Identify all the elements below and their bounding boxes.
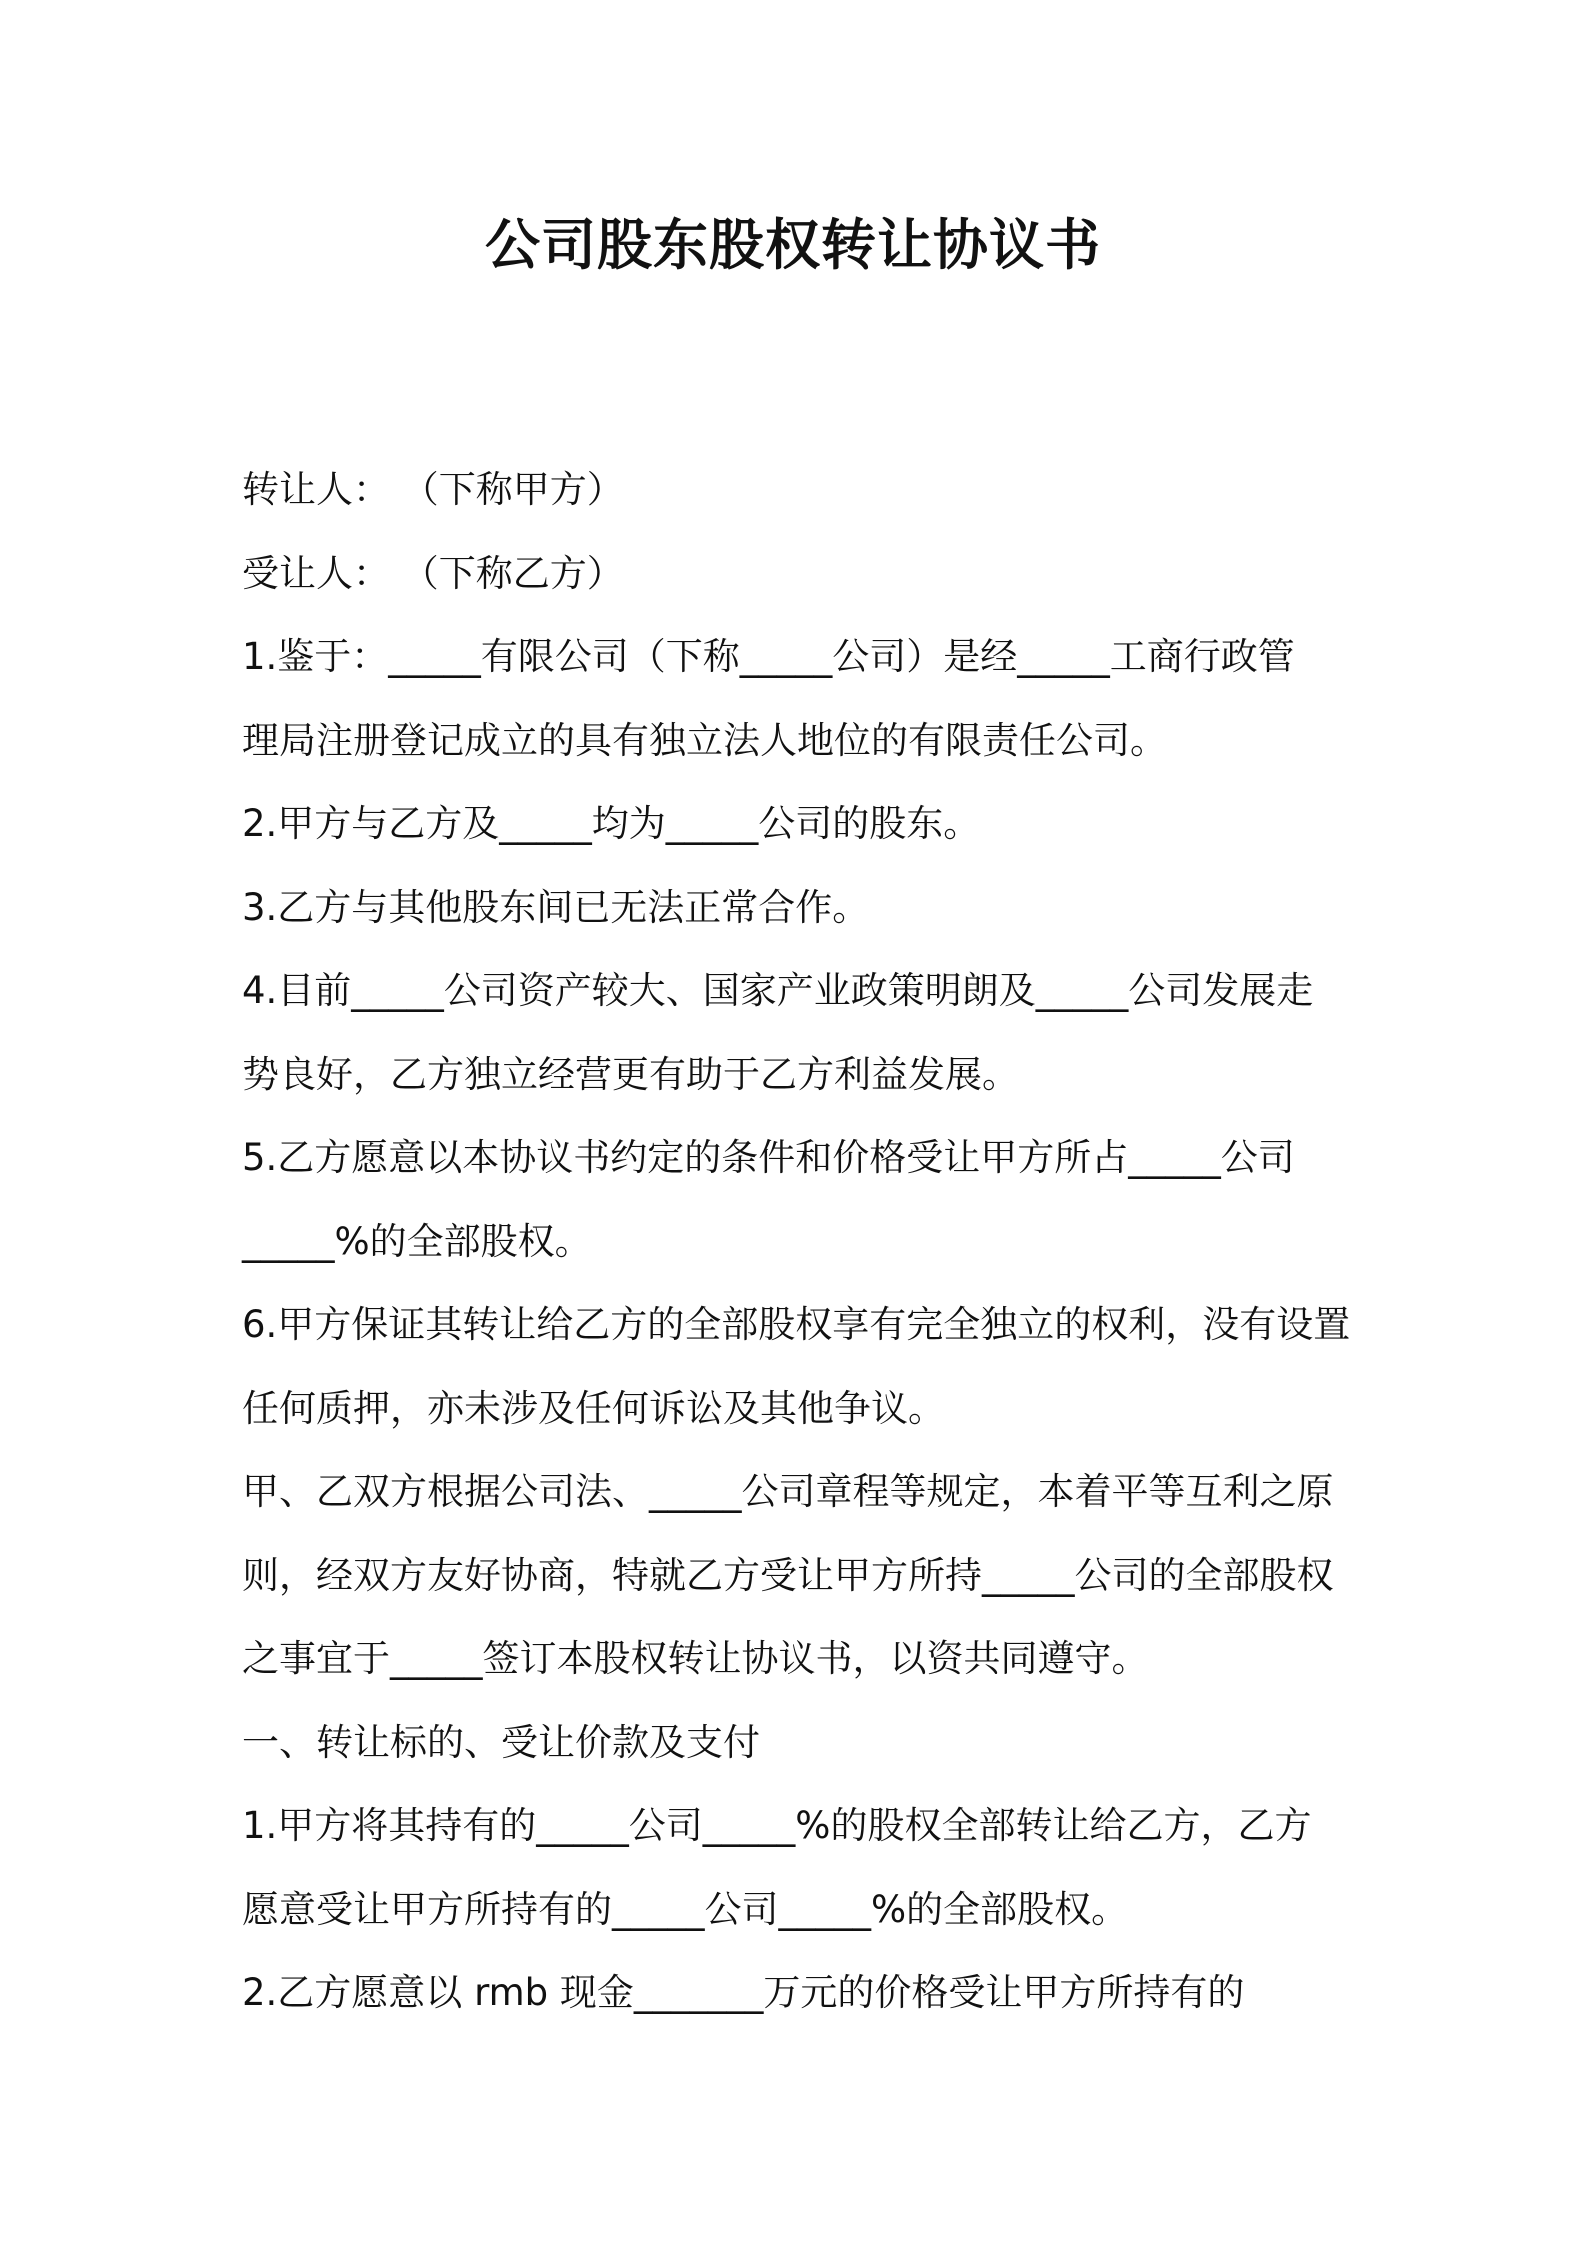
text-line: 之事宜于_____签订本股权转让协议书，以资共同遵守。 — [242, 1637, 1149, 1680]
text-line: 则，经双方友好协商，特就乙方受让甲方所持_____公司的全部股权 — [242, 1553, 1334, 1597]
text-line: 1.鉴于：_____有限公司（下称_____公司）是经_____工商行政管 — [242, 635, 1295, 678]
text-line: _____%的全部股权。 — [242, 1219, 592, 1263]
text-line: 4.目前_____公司资产较大、国家产业政策明朗及_____公司发展走 — [242, 969, 1314, 1012]
section-heading: 一、转让标的、受让价款及支付 — [242, 1720, 760, 1764]
document-body — [242, 448, 1362, 2035]
text-line: 1.甲方将其持有的_____公司_____%的股权全部转让给乙方，乙方 — [242, 1804, 1312, 1847]
text-line-transferee: 受让人： （下称乙方） — [242, 551, 624, 595]
text-line: 任何质押，亦未涉及任何诉讼及其他争议。 — [242, 1386, 945, 1430]
text-line: 2.乙方愿意以 rmb 现金_______万元的价格受让甲方所持有的 — [242, 1971, 1245, 2014]
text-line: 理局注册登记成立的具有独立法人地位的有限责任公司。 — [242, 718, 1167, 762]
text-line: 5.乙方愿意以本协议书约定的条件和价格受让甲方所占_____公司 — [242, 1136, 1295, 1179]
text-line: 3.乙方与其他股东间已无法正常合作。 — [242, 885, 870, 929]
text-line: 势良好，乙方独立经营更有助于乙方利益发展。 — [242, 1052, 1019, 1096]
text-line-transferor: 转让人： （下称甲方） — [242, 468, 624, 511]
text-line: 6.甲方保证其转让给乙方的全部股权享有完全独立的权利，没有设置 — [242, 1303, 1351, 1346]
document-title: 公司股东股权转让协议书 — [484, 213, 1101, 277]
text-line: 2.甲方与乙方及_____均为_____公司的股东。 — [242, 802, 981, 845]
text-line: 甲、乙双方根据公司法、_____公司章程等规定，本着平等互利之原 — [242, 1470, 1334, 1513]
text-line: 愿意受让甲方所持有的_____公司_____%的全部股权。 — [242, 1887, 1129, 1931]
